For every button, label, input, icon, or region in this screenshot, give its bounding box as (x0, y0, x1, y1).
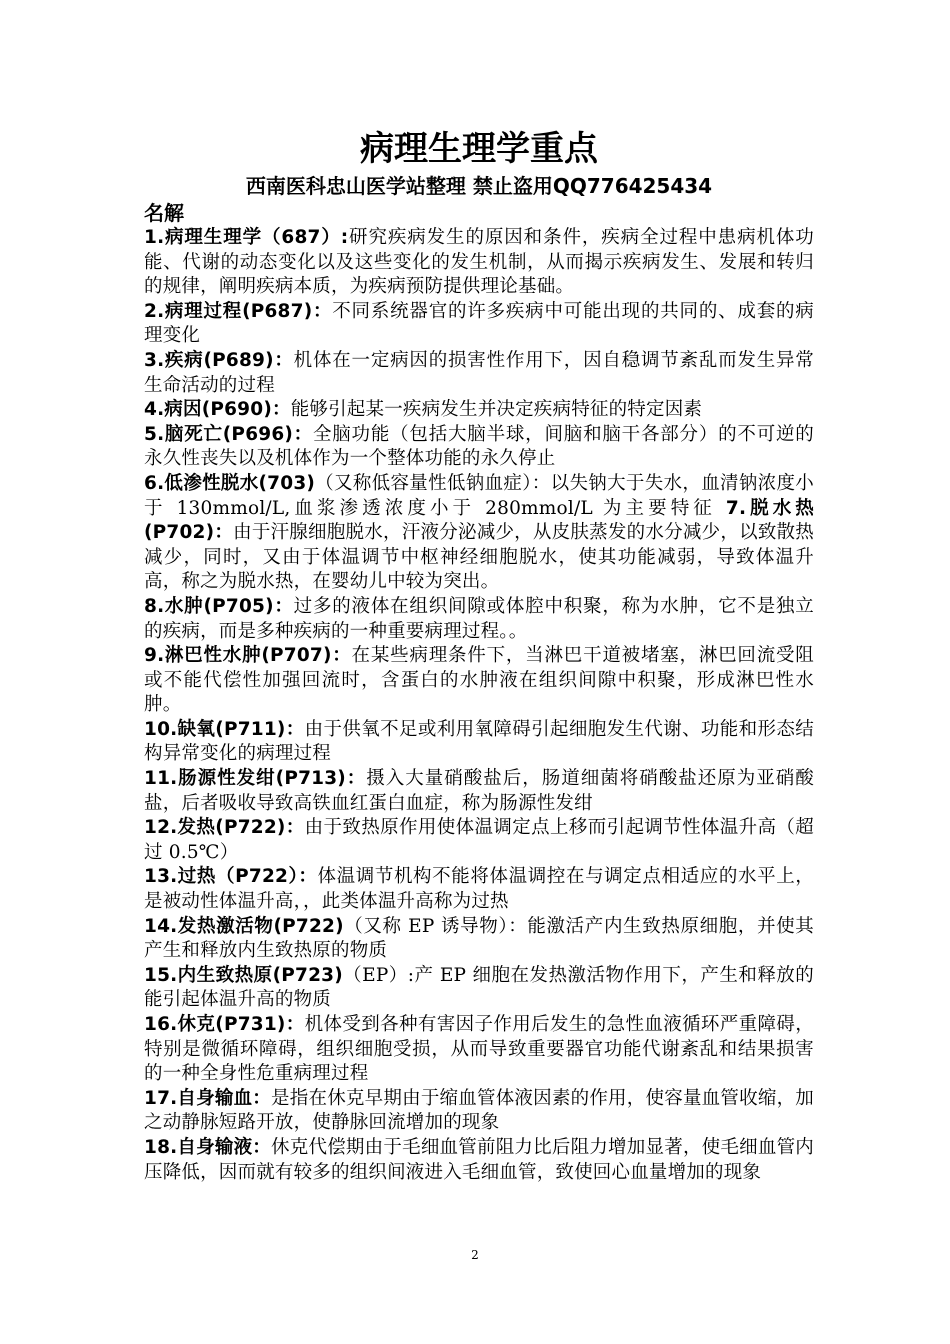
entry-term: 8.水肿(P705) (144, 595, 274, 617)
definition-entry-17 (144, 1087, 814, 1136)
definition-entry-14 (144, 915, 814, 964)
definition-entry-2 (144, 300, 814, 349)
definition-entry-8 (144, 595, 814, 644)
entry-term: 1.病理生理学（687） (144, 227, 341, 248)
entry-text: 不同系统器官的许多疾病中可能出现的共同的、成套的病理变化 (144, 300, 814, 347)
definition-entry-3 (144, 349, 814, 398)
entry-text: 研究疾病发生的原因和条件，疾病全过程中患病机体功能、代谢的动态变化以及这些变化的发生机制，从而揭示疾病发生、发展和转归的规律，阐明疾病本质，为疾病预防提供理论基础。 (144, 227, 814, 298)
definition-entry-4 (144, 398, 814, 423)
definition-entry-13 (144, 865, 814, 914)
entry-separator: ： (273, 349, 294, 371)
definition-entry-18 (144, 1136, 814, 1185)
entry-separator: ： (252, 1087, 272, 1109)
entry-separator: ： (298, 866, 318, 888)
entry-separator: ： (285, 718, 305, 740)
definition-list (144, 226, 814, 1185)
entry-term: 5.脑死亡(P696) (144, 423, 294, 445)
page-number: 2 (471, 1248, 479, 1262)
entry-separator: ： (285, 817, 305, 839)
entry-term: 17.自身输血 (144, 1087, 253, 1109)
entry-separator: ： (273, 595, 294, 617)
entry-separator: ： (293, 423, 313, 445)
document-page (144, 126, 814, 1185)
entry-text: 由于供氧不足或利用氧障碍引起细胞发生代谢、功能和形态结构异常变化的病理过程 (144, 718, 814, 765)
entry-term: 6.低渗性脱水(703) (144, 472, 316, 494)
definition-entry-6-7 (144, 472, 814, 595)
entry-text: 过多的液体在组织间隙或体腔中积聚，称为水肿，它不是独立的疾病，而是多种疾病的一种重要病理过程。。 (144, 595, 814, 642)
entry-term: 18.自身输液 (144, 1136, 253, 1158)
entry-term: 11.肠源性发绀(P713) (144, 768, 346, 790)
entry-separator: ： (252, 1136, 272, 1158)
entry-text: （又称 EP 诱导物）：能激活产内生致热原细胞，并使其产生和释放内生致热原的物质 (144, 915, 814, 962)
entry-text: 摄入大量硝酸盐后，肠道细菌将硝酸盐还原为亚硝酸盐，后者吸收导致高铁血红蛋白血症，称为肠源性发绀 (144, 768, 814, 814)
section-heading: 名解 (144, 201, 184, 225)
entry-term: 16.休克(P731) (144, 1014, 286, 1035)
entry-term: 13.过热（P722） (144, 866, 299, 888)
entry-text: 体温调节机构不能将体温调控在与调定点相适应的水平上，是被动性体温升高，，此类体温升高称为过热 (144, 866, 815, 913)
entry-separator: ： (345, 768, 367, 790)
entry-text: （EP）:产 EP 细胞在发热激活物作用下，产生和释放的能引起体温升高的物质 (144, 964, 814, 1011)
definition-entry-1 (144, 226, 814, 300)
entry-text: 能够引起某一疾病发生并决定疾病特征的特定因素 (290, 399, 703, 421)
page-title: 病理生理学重点 (360, 129, 598, 169)
entry-text: 全脑功能（包括大脑半球，间脑和脑干各部分）的不可逆的永久性丧失以及机体作为一个整体功能的永久停止 (144, 423, 814, 470)
entry-separator: : (340, 227, 349, 248)
entry-text-second: 由于汗腺细胞脱水，汗液分泌减少，从皮肤蒸发的水分减少，以致散热减少，同时，又由于体温调节中枢神经细胞脱水，使其功能减弱，导致体温升高，称之为脱水热，在婴幼儿中较为突出。 (144, 522, 814, 593)
entry-term: 3.疾病(P689) (144, 349, 274, 371)
definition-entry-5 (144, 423, 814, 472)
entry-separator: ： (312, 300, 333, 322)
entry-separator: ： (285, 1014, 305, 1035)
definition-entry-10 (144, 718, 814, 767)
entry-text: 由于致热原作用使体温调定点上移而引起调节性体温升高（超过 0.5℃） (144, 817, 814, 863)
entry-term: 10.缺氧(P711) (144, 718, 286, 740)
entry-term-second: 7.脱水热(P702) (144, 497, 814, 544)
definition-entry-12 (144, 816, 814, 865)
entry-text: 在某些病理条件下，当淋巴干道被堵塞，淋巴回流受阻或不能代偿性加强回流时，含蛋白的水肿液在组织间隙中积聚，形成淋巴性水肿。 (144, 645, 814, 716)
entry-separator: ： (272, 399, 291, 421)
page-subtitle: 西南医科忠山医学站整理 禁止盗用QQ776425434 (245, 174, 713, 198)
entry-term: 12.发热(P722) (144, 817, 286, 839)
entry-text: 是指在休克早期由于缩血管体液因素的作用，使容量血管收缩，加之动静脉短路开放，使静脉回流增加的现象 (144, 1087, 814, 1134)
entry-text: 机体受到各种有害因子作用后发生的急性血液循环严重障碍，特别是微循环障碍，组织细胞受损，从而导致重要器官功能代谢紊乱和结果损害的一种全身性危重病理过程 (144, 1014, 814, 1085)
definition-entry-16 (144, 1013, 814, 1087)
entry-term: 14.发热激活物(P722) (144, 915, 344, 937)
definition-entry-9 (144, 644, 814, 718)
entry-term: 9.淋巴性水肿(P707) (144, 645, 332, 667)
entry-text: （又称低容量性低钠血症）：以失钠大于失水，血清钠浓度小于 130mmol/L,血浆渗透浓度小于 280mmol/L 为主要特征 (144, 472, 815, 519)
entry-separator: ： (331, 645, 352, 667)
entry-text: 休克代偿期由于毛细血管前阻力比后阻力增加显著，使毛细血管内压降低，因而就有较多的组织间液进入毛细血管，致使回心血量增加的现象 (144, 1136, 814, 1183)
entry-term: 2.病理过程(P687) (144, 300, 313, 322)
entry-text: 机体在一定病因的损害性作用下，因自稳调节紊乱而发生异常生命活动的过程 (144, 349, 814, 396)
definition-entry-15 (144, 964, 814, 1013)
entry-term: 4.病因(P690) (144, 399, 272, 421)
definition-entry-11 (144, 767, 814, 816)
entry-separator: ： (214, 522, 234, 544)
entry-term: 15.内生致热原(P723) (144, 964, 343, 986)
